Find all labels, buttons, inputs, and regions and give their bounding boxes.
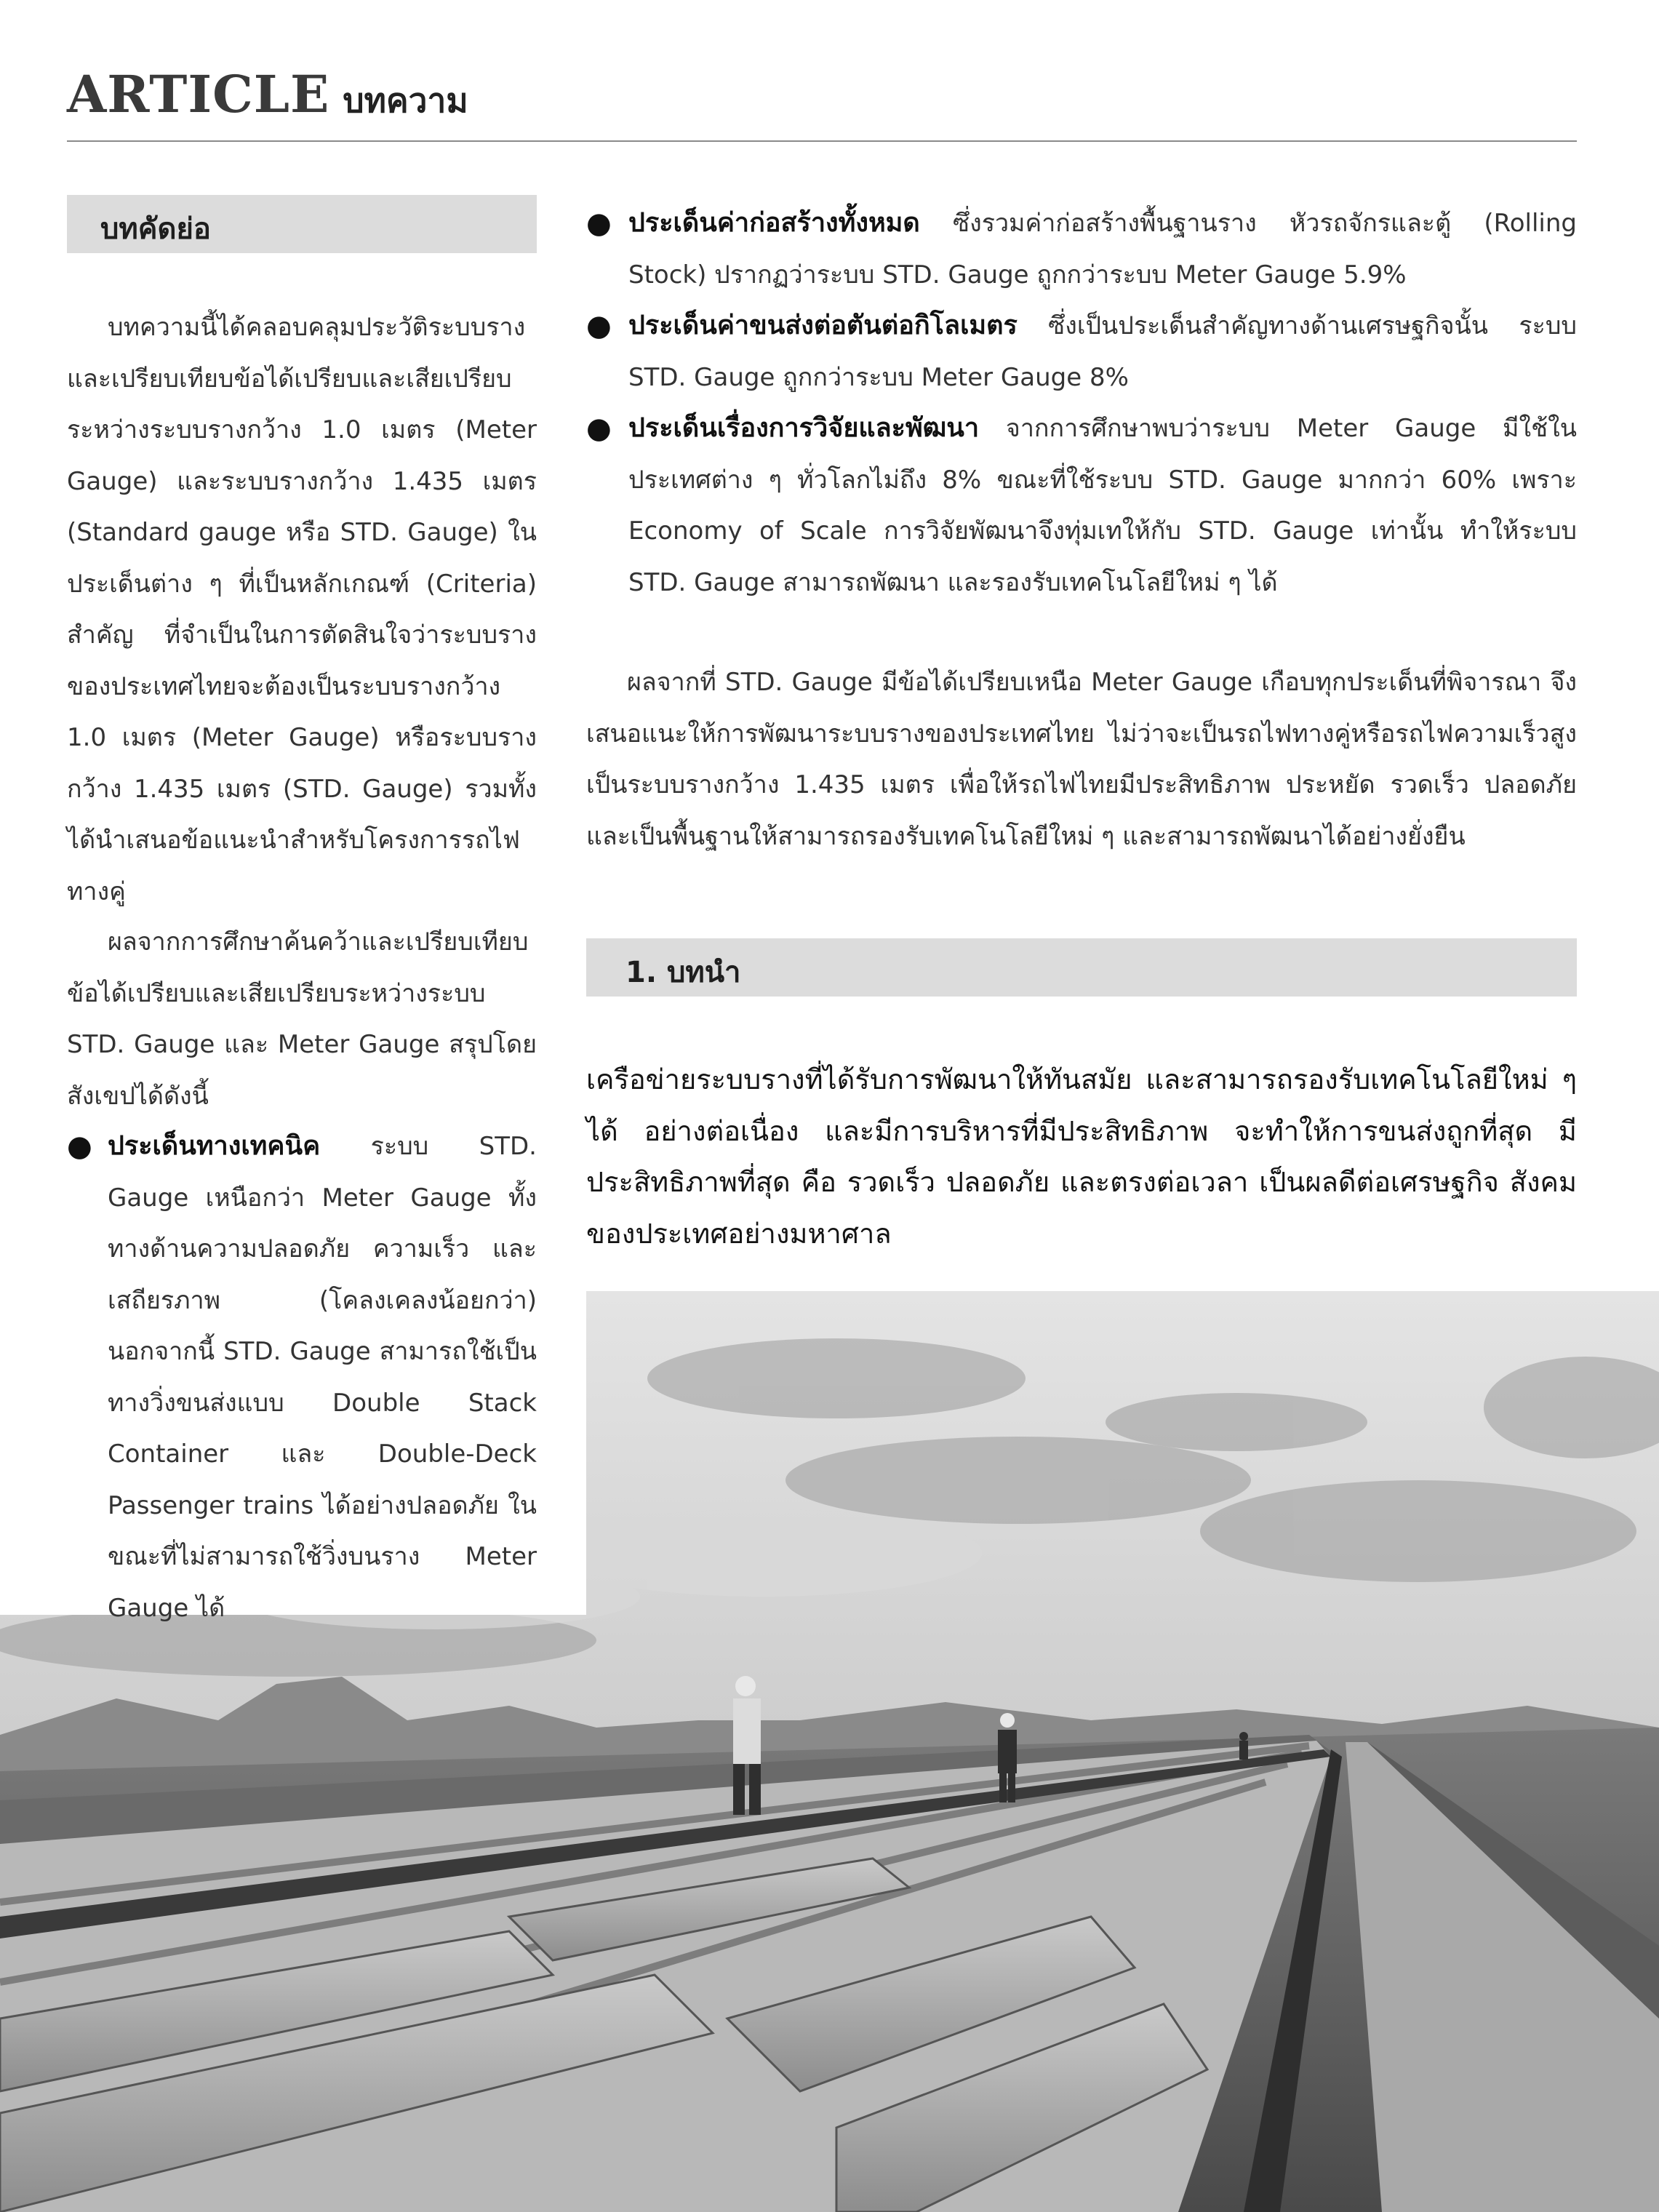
abstract-heading-bar	[67, 195, 537, 253]
intro-paragraph: เครือข่ายระบบรางที่ได้รับการพัฒนาให้ทันสมัย และสามารถรองรับเทคโนโลยีใหม่ ๆ ได้ อย่างต่อเนื่อง และมีการบริหารที่มีประสิทธิภาพ จะทำให้การขนส่งถูกที่สุด มีประสิทธิภาพที่สุด คือ รวดเร็ว ปลอดภัย และตรงต่อเวลา เป็นผลดีต่อเศรษฐกิจ สังคม ของประเทศอย่างมหาศาล	[586, 1063, 1577, 1250]
bullet-technical: ● ประเด็นทางเทคนิค ระบบ STD. Gauge เหนือกว่า Meter Gauge ทั้งทางด้านความปลอดภัย ความเร็ว และเสถียรภาพ (โคลงเคลงน้อยกว่า) นอกจากนี้ STD. Gauge สามารถใช้เป็นทางวิ่งขนส่งแบบ Double Stack Container และ Double-Deck Passenger trains ได้อย่างปลอดภัย ในขณะที่ไม่สามารถใช้วิ่งบนราง Meter Gauge ได้	[67, 1130, 537, 1623]
bullet-technical-title: ประเด็นทางเทคนิค	[108, 1131, 321, 1161]
article-header	[67, 64, 468, 122]
header-title-en: ARTICLE	[67, 64, 330, 124]
bullet-research: ● ประเด็นเรื่องการวิจัยและพัฒนา จากการศึกษาพบว่าระบบ Meter Gauge มีใช้ในประเทศต่าง ๆ ทั่วโลกไม่ถึง 8% ขณะที่ใช้ระบบ STD. Gauge มากกว่า 60% เพราะ Economy of Scale การวิจัยพัฒนาจึงทุ่มเทให้กับ STD. Gauge เท่านั้น ทำให้ระบบ STD. Gauge สามารถพัฒนา และรองรับเทคโนโลยีใหม่ ๆ ได้	[586, 412, 1577, 597]
section-1-heading: 1. บทนำ	[625, 956, 741, 989]
bullet-transport-cost: ● ประเด็นค่าขนส่งต่อตันต่อกิโลเมตร ซึ่งเป็นประเด็นสำคัญทางด้านเศรษฐกิจนั้น ระบบ STD. Gauge ถูกกว่าระบบ Meter Gauge 8%	[586, 309, 1578, 392]
bullet-construction-title: ประเด็นค่าก่อสร้างทั้งหมด	[628, 208, 920, 238]
abstract-paragraph-2: ผลจากการศึกษาค้นคว้าและเปรียบเทียบข้อได้เปรียบและเสียเปรียบระหว่างระบบ STD. Gauge และ Meter Gauge สรุปโดยสังเขปได้ดังนี้	[67, 927, 537, 1111]
bullet-construction-cost: ● ประเด็นค่าก่อสร้างทั้งหมด ซึ่งรวมค่าก่อสร้างพื้นฐานราง หัวรถจักรและตู้ (Rolling Stock) ปรากฏว่าระบบ STD. Gauge ถูกกว่าระบบ Meter Gauge 5.9%	[586, 207, 1578, 290]
bullet-research-title: ประเด็นเรื่องการวิจัยและพัฒนา	[628, 413, 980, 443]
conclusion-paragraph: ผลจากที่ STD. Gauge มีข้อได้เปรียบเหนือ Meter Gauge เกือบทุกประเด็นที่พิจารณา จึงเสนอแนะให้การพัฒนาระบบรางของประเทศไทย ไม่ว่าจะเป็นรถไฟทางคู่หรือรถไฟความเร็วสูง เป็นระบบรางกว้าง 1.435 เมตร เพื่อให้รถไฟไทยมีประสิทธิภาพ ประหยัด รวดเร็ว ปลอดภัย และเป็นพื้นฐานให้สามารถรองรับเทคโนโลยีใหม่ ๆ และสามารถพัฒนาได้อย่างยั่งยืน	[586, 668, 1577, 851]
section-1-heading-bar	[586, 938, 1577, 997]
header-divider	[67, 140, 1577, 142]
header-title-th: บทความ	[343, 81, 468, 120]
abstract-heading: บทคัดย่อ	[100, 212, 211, 246]
bullet-transport-title: ประเด็นค่าขนส่งต่อตันต่อกิโลเมตร	[628, 311, 1018, 340]
abstract-paragraph-1: บทความนี้ได้คลอบคลุมประวัติระบบรางและเปรียบเทียบข้อได้เปรียบและเสียเปรียบระหว่างระบบรางกว้าง 1.0 เมตร (Meter Gauge) และระบบรางกว้าง 1.435 เมตร (Standard gauge หรือ STD. Gauge) ในประเด็นต่าง ๆ ที่เป็นหลักเกณฑ์ (Criteria) สำคัญ ที่จำเป็นในการตัดสินใจว่าระบบรางของประเทศไทยจะต้องเป็นระบบรางกว้าง 1.0 เมตร (Meter Gauge) หรือระบบรางกว้าง 1.435 เมตร (STD. Gauge) รวมทั้งได้นำเสนอข้อแนะนำสำหรับโครงการรถไฟทางคู่	[67, 313, 537, 906]
